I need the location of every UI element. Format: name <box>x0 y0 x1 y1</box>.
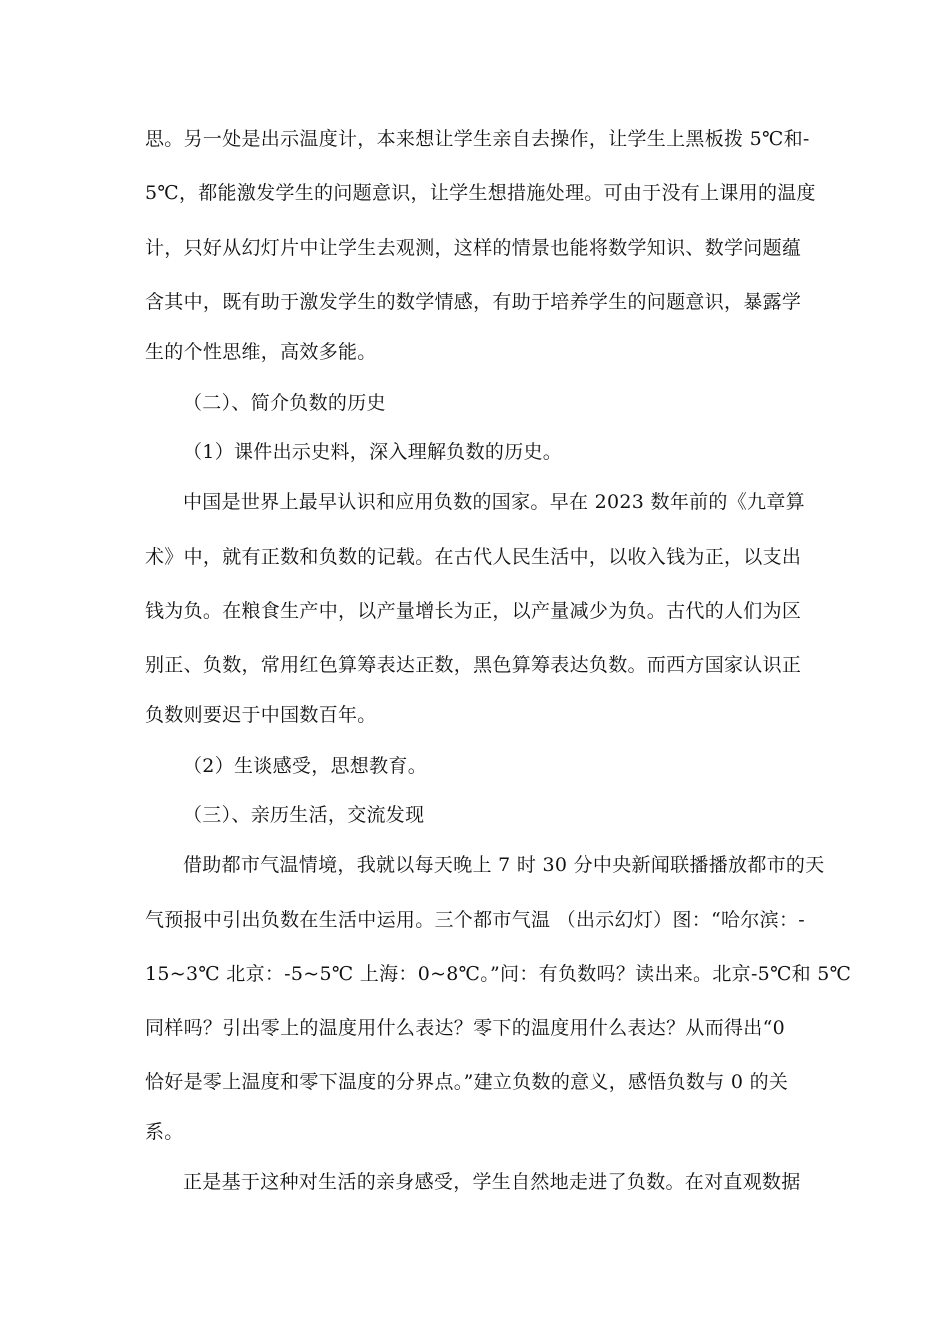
paragraph-line: 中国是世界上最早认识和应用负数的国家。早在 2023 数年前的《九章算 <box>183 491 805 513</box>
paragraph-line: 含其中，既有助于激发学生的数学情感，有助于培养学生的问题意识，暴露学 <box>145 291 802 313</box>
subsection-heading: （2）生谈感受，思想教育。 <box>183 755 427 777</box>
paragraph-line: 同样吗？引出零上的温度用什么表达？零下的温度用什么表达？从而得出“0 <box>145 1017 786 1039</box>
paragraph-line: 思。另一处是出示温度计，本来想让学生亲自去操作，让学生上黑板拨 5℃和- <box>145 128 810 150</box>
subsection-heading: （1）课件出示史料，深入理解负数的历史。 <box>183 441 563 463</box>
paragraph-line: 钱为负。在粮食生产中，以产量增长为正，以产量减少为负。古代的人们为区 <box>145 600 802 622</box>
paragraph-line: 生的个性思维，高效多能。 <box>145 341 377 363</box>
section-heading: （三）、亲历生活，交流发现 <box>183 804 425 826</box>
paragraph-line: 系。 <box>145 1121 184 1143</box>
paragraph-line: 15~3℃ 北京：-5~5℃ 上海：0~8℃。”问：有负数吗？读出来。北京-5℃和 5℃ <box>145 963 852 985</box>
paragraph-line: 正是基于这种对生活的亲身感受，学生自然地走进了负数。在对直观数据 <box>183 1171 801 1193</box>
paragraph-line: 负数则要迟于中国数百年。 <box>145 704 377 726</box>
paragraph-line: 气预报中引出负数在生活中运用。三个都市气温 （出示幻灯）图：“哈尔滨：- <box>145 909 805 931</box>
section-heading: （二）、简介负数的历史 <box>183 392 386 414</box>
paragraph-line: 恰好是零上温度和零下温度的分界点。”建立负数的意义，感悟负数与 0 的关 <box>145 1071 789 1093</box>
paragraph-line: 别正、负数，常用红色算筹表达正数，黑色算筹表达负数。而西方国家认识正 <box>145 654 802 676</box>
paragraph-line: 借助都市气温情境，我就以每天晚上 7 时 30 分中央新闻联播播放都市的天 <box>183 854 825 876</box>
paragraph-line: 计，只好从幻灯片中让学生去观测，这样的情景也能将数学知识、数学问题蕴 <box>145 237 802 259</box>
paragraph-line: 5℃，都能激发学生的问题意识，让学生想措施处理。可由于没有上课用的温度 <box>145 182 816 204</box>
paragraph-line: 术》中，就有正数和负数的记载。在古代人民生活中，以收入钱为正，以支出 <box>145 546 802 568</box>
